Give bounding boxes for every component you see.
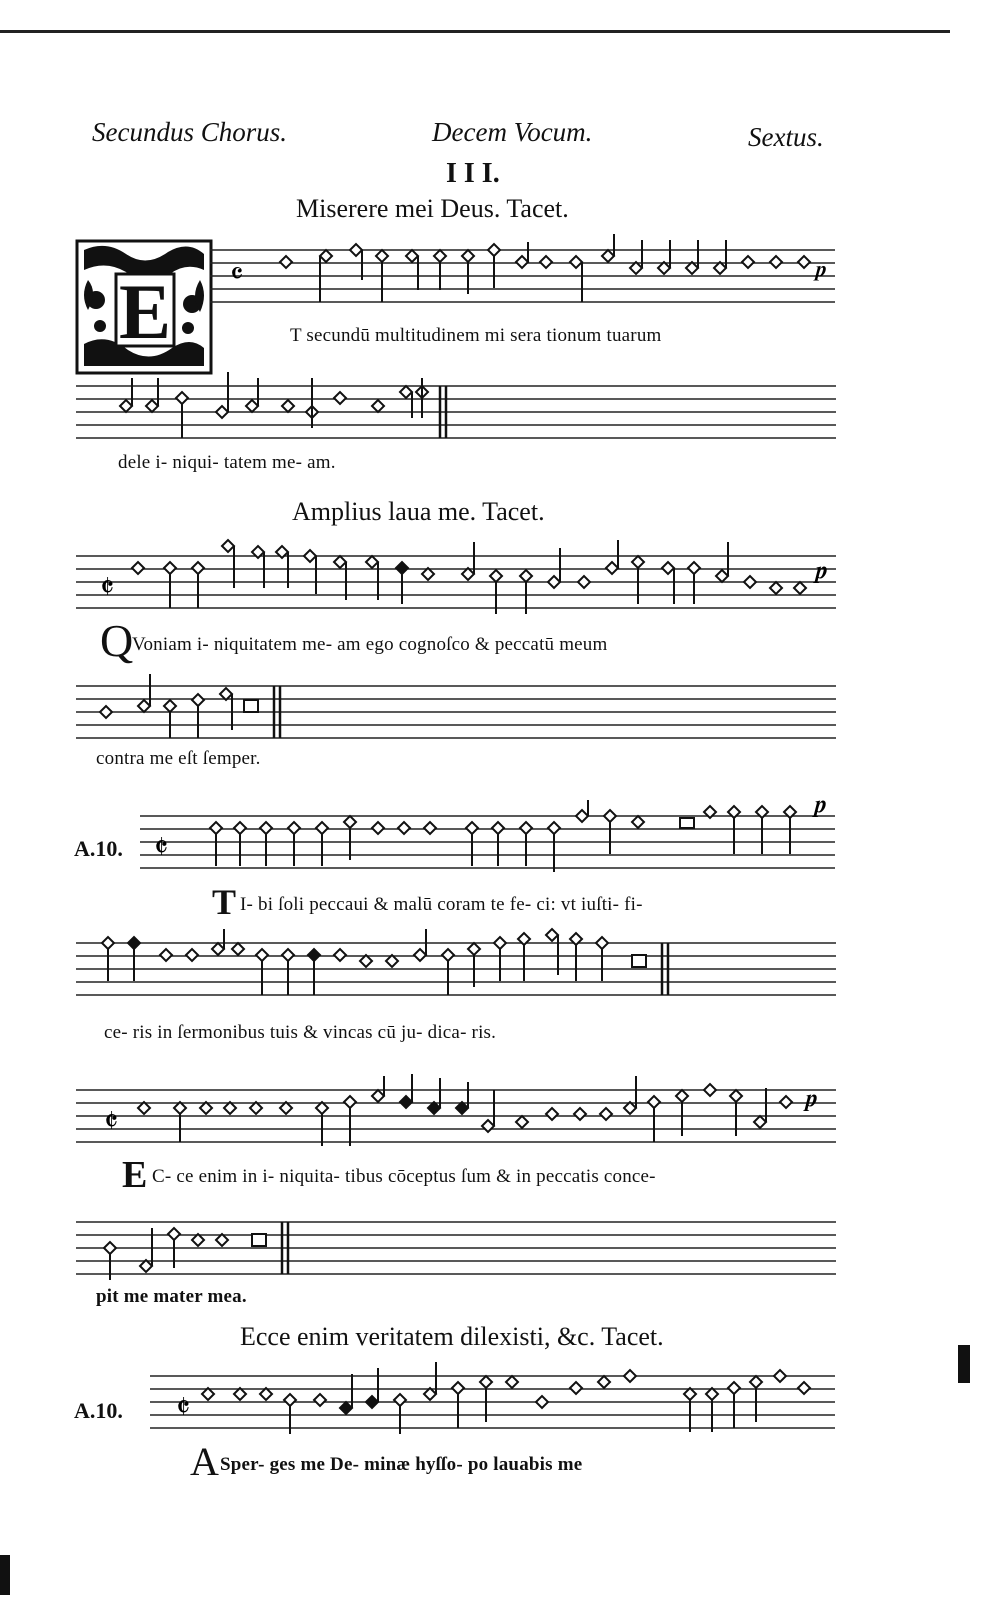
section-title-2: Amplius laua me. Tacet. [292, 497, 545, 526]
initial-Q: Q [100, 615, 134, 666]
svg-text:𝄵: 𝄵 [176, 1389, 191, 1425]
lyrics-line-1: T secundū multitudinem mi sera tionum tuarum [290, 325, 662, 346]
lyrics-line-6: ce- ris in ſermonibus tuis & vincas cū ju- dica- ris. [104, 1022, 497, 1043]
svg-text:𝄵: 𝄵 [100, 569, 115, 605]
staff-6 [76, 935, 841, 1005]
svg-text:𝆏: 𝆏 [806, 1086, 818, 1112]
lyrics-line-4: contra me eſt ſemper. [96, 748, 261, 769]
svg-text:𝆏: 𝆏 [816, 256, 828, 281]
staff-1 [210, 240, 840, 310]
header-center: Decem Vocum. [432, 117, 593, 147]
svg-text:𝄵: 𝄵 [104, 1103, 119, 1139]
staff-2 [76, 378, 841, 448]
piece-number: I I I. [446, 158, 500, 189]
voice-label-a10-2: A.10. [74, 1398, 123, 1423]
lyrics-line-2: dele i- niqui- tatem me- am. [118, 452, 336, 473]
svg-text:𝆏: 𝆏 [815, 792, 827, 818]
lyrics-line-9: Sper- ges me De- minæ hyſſo- po lauabis me [220, 1454, 583, 1475]
lyrics-line-8: pit me mater mea. [96, 1286, 247, 1307]
header-left: Secundus Chorus. [92, 117, 287, 147]
section-title-1: Miserere mei Deus. Tacet. [296, 194, 569, 223]
lyrics-line-7: C- ce enim in i- niquita- tibus cōceptus ſum & in peccatis conce- [152, 1166, 656, 1187]
voice-label-a10-1: A.10. [74, 836, 123, 861]
svg-text:𝄵: 𝄵 [154, 829, 169, 865]
margin-mark [0, 1555, 10, 1595]
lyrics-line-3: Voniam i- niquitatem me- am ego cognoſco & peccatū meum [132, 634, 608, 655]
staff-8 [76, 1214, 841, 1284]
staff-7 [76, 1082, 841, 1152]
staff-4 [76, 680, 841, 746]
header-right: Sextus. [748, 122, 824, 152]
lyrics-line-5: I- bi ſoli peccaui & malū coram te fe- ci: vt iuſti- fi- [240, 894, 643, 915]
top-border-line [0, 30, 950, 33]
ornament-letter: E [118, 268, 172, 355]
staff-3 [76, 548, 841, 618]
initial-T: T [212, 882, 237, 922]
initial-E: E [122, 1154, 148, 1196]
svg-text:𝆏: 𝆏 [816, 558, 828, 584]
staff-5 [140, 792, 840, 878]
svg-text:𝄴: 𝄴 [230, 258, 244, 291]
initial-A: A [190, 1439, 219, 1484]
margin-mark [958, 1345, 970, 1383]
section-title-3: Ecce enim veritatem dilexisti, &c. Tacet. [240, 1322, 664, 1351]
decorated-initial-E-icon [76, 240, 212, 374]
staff-9 [150, 1368, 840, 1440]
